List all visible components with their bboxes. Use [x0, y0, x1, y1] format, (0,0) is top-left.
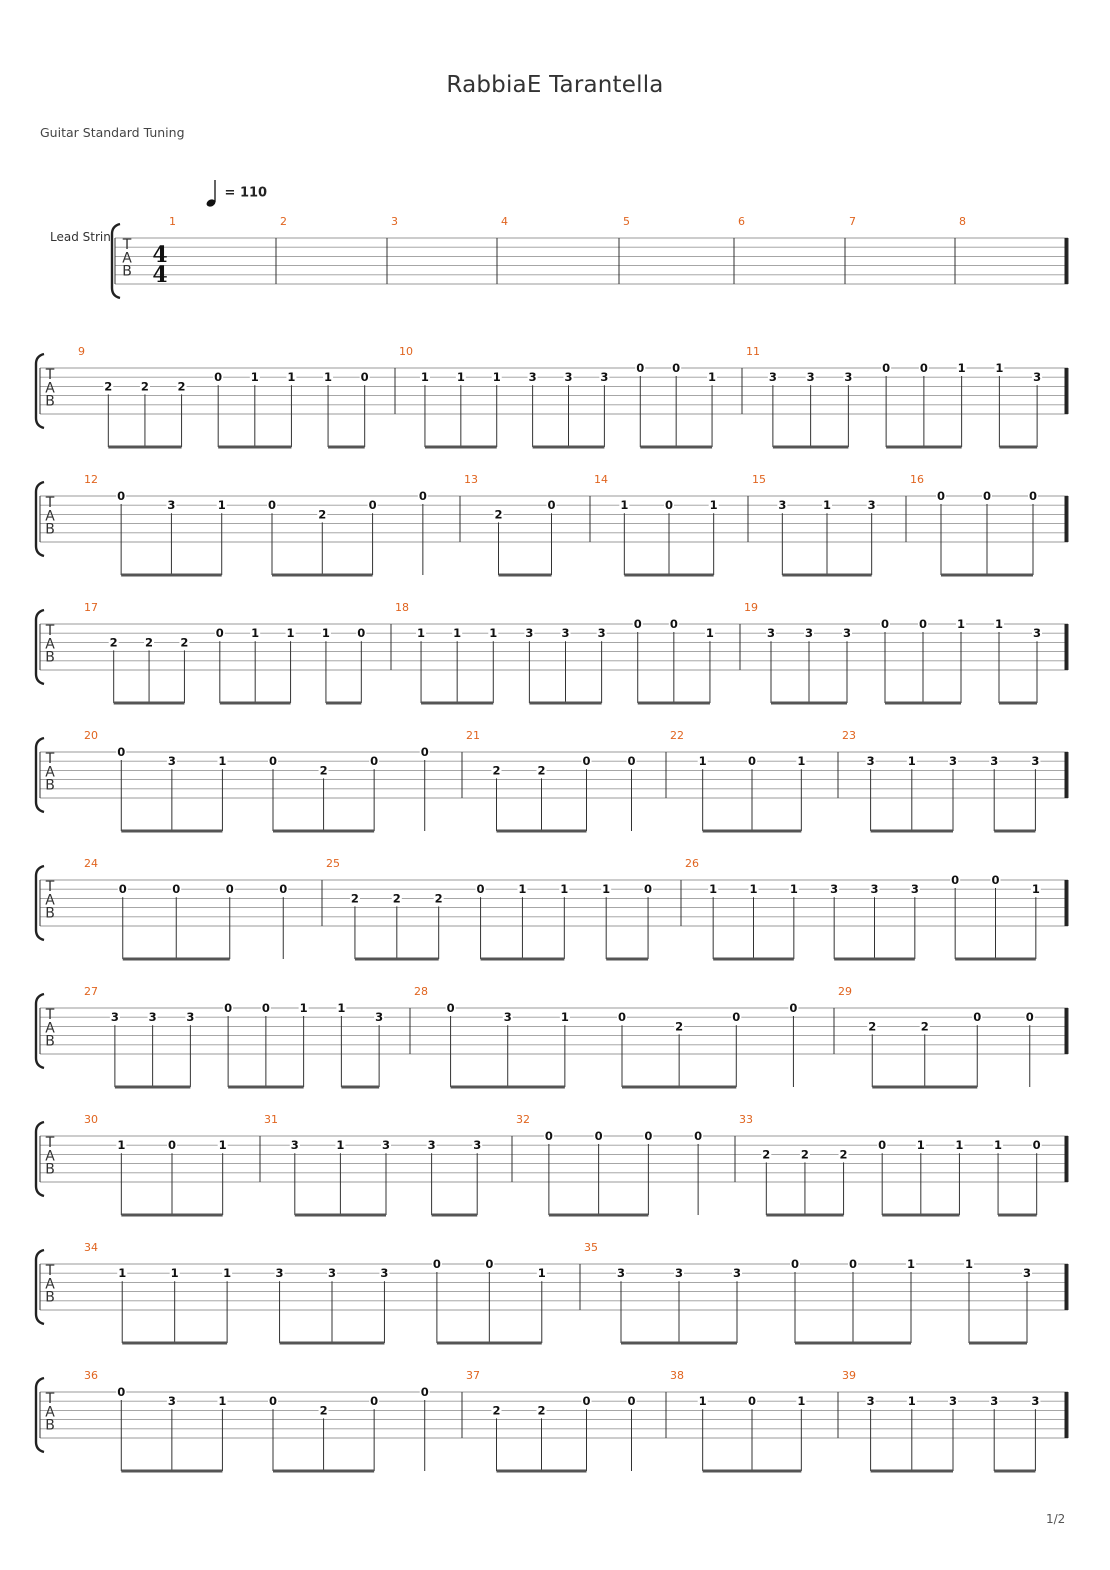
measure-number: 13 — [464, 473, 478, 486]
fret-number: 2 — [920, 1019, 929, 1034]
fret-number: 3 — [1033, 370, 1042, 385]
measure-number: 12 — [84, 473, 98, 486]
fret-number: 3 — [766, 626, 776, 641]
fret-number: 1 — [336, 1138, 345, 1153]
fret-number: 0 — [644, 1129, 653, 1143]
tab-letter: A — [45, 1404, 55, 1421]
tab-system — [36, 601, 1068, 703]
fret-number: 0 — [420, 1385, 429, 1399]
tab-system — [36, 345, 1068, 447]
fret-number: 1 — [620, 498, 629, 513]
fret-number: 0 — [268, 754, 278, 769]
fret-number: 1 — [299, 1001, 308, 1015]
fret-number: 2 — [177, 379, 186, 394]
fret-number: 1 — [907, 1394, 916, 1409]
fret-number: 3 — [806, 370, 815, 385]
tab-letter: A — [45, 1148, 55, 1165]
fret-number: 3 — [503, 1010, 512, 1025]
tab-letter: B — [45, 649, 55, 666]
fret-number: 0 — [694, 1129, 703, 1143]
fret-number: 3 — [948, 754, 958, 769]
fret-number: 0 — [547, 498, 556, 513]
fret-number: 1 — [417, 626, 426, 641]
fret-number: 0 — [214, 370, 223, 385]
measure-number: 39 — [842, 1369, 856, 1382]
fret-number: 1 — [286, 626, 295, 641]
fret-number: 2 — [839, 1147, 848, 1162]
tab-letter: A — [45, 508, 55, 525]
measure-number: 38 — [670, 1369, 684, 1382]
fret-number: 2 — [180, 635, 189, 650]
tab-letter: A — [45, 1020, 55, 1037]
fret-number: 3 — [1022, 1266, 1032, 1281]
measure-number: 29 — [838, 985, 852, 998]
fret-number: 3 — [597, 626, 606, 641]
fret-number: 2 — [350, 891, 359, 906]
measure-number: 4 — [501, 215, 508, 228]
measure-number: 9 — [78, 345, 85, 358]
fret-number: 0 — [261, 1001, 270, 1015]
fret-number: 3 — [866, 754, 875, 769]
measure-number: 21 — [466, 729, 480, 742]
fret-number: 0 — [476, 882, 485, 897]
tab-letter: A — [122, 250, 132, 267]
fret-number: 0 — [118, 882, 127, 897]
measure-number: 28 — [414, 985, 428, 998]
fret-number: 0 — [172, 882, 181, 897]
fret-number: 2 — [492, 1403, 501, 1418]
fret-number: 1 — [217, 498, 226, 513]
fret-number: 1 — [956, 617, 966, 631]
tab-system — [36, 473, 1068, 575]
tempo-value: = 110 — [224, 185, 268, 201]
fret-number: 0 — [418, 489, 427, 503]
time-signature-denominator: 4 — [152, 262, 168, 288]
fret-number: 1 — [170, 1266, 179, 1281]
tab-letter: B — [45, 521, 55, 538]
score-title: RabbiaE Tarantella — [446, 72, 664, 98]
fret-number: 3 — [990, 754, 999, 769]
fret-number: 3 — [525, 626, 534, 641]
fret-number: 0 — [848, 1257, 858, 1271]
fret-number: 1 — [456, 370, 465, 385]
tab-letter: T — [45, 1391, 55, 1407]
fret-number: 3 — [148, 1010, 157, 1025]
fret-number: 1 — [492, 370, 501, 385]
fret-number: 0 — [485, 1257, 494, 1271]
fret-number: 3 — [473, 1138, 482, 1153]
fret-number: 0 — [279, 882, 288, 897]
measure-number: 30 — [84, 1113, 98, 1126]
fret-number: 1 — [698, 1394, 707, 1409]
tab-system — [36, 857, 1068, 959]
fret-number: 0 — [117, 489, 126, 503]
fret-number: 2 — [492, 763, 501, 778]
fret-number: 0 — [669, 617, 678, 631]
fret-number: 0 — [225, 882, 234, 897]
fret-number: 0 — [420, 745, 429, 759]
fret-number: 1 — [964, 1257, 974, 1271]
fret-number: 3 — [870, 882, 879, 897]
fret-number: 3 — [1031, 1394, 1040, 1409]
fret-number: 0 — [882, 361, 891, 375]
fret-number: 0 — [267, 498, 277, 513]
fret-number: 0 — [1032, 1138, 1041, 1153]
time-signature-numerator: 4 — [152, 242, 168, 268]
fret-number: 2 — [318, 507, 327, 522]
fret-number: 0 — [594, 1129, 603, 1143]
tab-letter: T — [45, 495, 55, 511]
fret-number: 1 — [705, 626, 714, 641]
measure-number: 1 — [169, 215, 176, 228]
fret-number: 3 — [732, 1266, 742, 1281]
fret-number: 2 — [537, 1403, 546, 1418]
fret-number: 3 — [830, 882, 839, 897]
tab-letter: T — [45, 1135, 55, 1151]
fret-number: 1 — [709, 498, 718, 513]
tab-letter: T — [45, 1263, 55, 1279]
fret-number: 1 — [955, 1138, 964, 1153]
fret-number: 1 — [287, 370, 296, 385]
fret-number: 0 — [747, 754, 757, 769]
tab-letter: T — [45, 623, 55, 639]
fret-number: 3 — [380, 1266, 389, 1281]
measure-number: 16 — [910, 473, 924, 486]
tab-letter: B — [45, 1033, 55, 1050]
fret-number: 0 — [664, 498, 674, 513]
fret-number: 1 — [797, 1394, 806, 1409]
fret-number: 1 — [708, 370, 717, 385]
measure-number: 6 — [738, 215, 745, 228]
measure-number: 26 — [685, 857, 699, 870]
fret-number: 3 — [167, 1394, 176, 1409]
fret-number: 1 — [1031, 882, 1040, 897]
fret-number: 3 — [110, 1010, 119, 1025]
fret-number: 1 — [698, 754, 707, 769]
fret-number: 3 — [561, 626, 570, 641]
measure-number: 2 — [280, 215, 287, 228]
tab-system — [36, 985, 1068, 1087]
fret-number: 2 — [392, 891, 401, 906]
tab-letter: A — [45, 764, 55, 781]
fret-number: 0 — [117, 1385, 126, 1399]
fret-number: 2 — [494, 507, 503, 522]
fret-number: 0 — [636, 361, 645, 375]
measure-number: 33 — [739, 1113, 753, 1126]
tab-letter: B — [45, 1417, 55, 1434]
fret-number: 3 — [948, 1394, 958, 1409]
fret-number: 1 — [916, 1138, 925, 1153]
measure-number: 14 — [594, 473, 608, 486]
measure-number: 10 — [399, 345, 413, 358]
fret-number: 1 — [453, 626, 462, 641]
tab-letter: A — [45, 636, 55, 653]
tab-system — [36, 729, 1068, 831]
fret-number: 1 — [560, 1010, 569, 1025]
measure-number: 34 — [84, 1241, 98, 1254]
fret-number: 2 — [319, 763, 328, 778]
fret-number: 2 — [675, 1019, 684, 1034]
fret-number: 3 — [564, 370, 573, 385]
fret-number: 1 — [324, 370, 333, 385]
tab-letter: T — [122, 237, 132, 253]
measure-number: 35 — [584, 1241, 598, 1254]
fret-number: 1 — [218, 1394, 227, 1409]
fret-number: 3 — [600, 370, 609, 385]
fret-number: 1 — [223, 1266, 232, 1281]
tab-letter: T — [45, 1007, 55, 1023]
fret-number: 3 — [866, 1394, 875, 1409]
measure-number: 11 — [746, 345, 760, 358]
tab-letter: T — [45, 751, 55, 767]
fret-number: 0 — [617, 1010, 627, 1025]
tab-letter: B — [45, 777, 55, 794]
fret-number: 0 — [918, 617, 928, 631]
fret-number: 1 — [560, 882, 569, 897]
fret-number: 0 — [919, 361, 928, 375]
tab-system — [36, 1369, 1068, 1471]
fret-number: 1 — [797, 754, 806, 769]
measure-number: 20 — [84, 729, 98, 742]
fret-number: 1 — [749, 882, 758, 897]
fret-number: 3 — [910, 882, 919, 897]
measure-number: 24 — [84, 857, 98, 870]
fret-number: 2 — [109, 635, 118, 650]
track-name: Lead Strin — [50, 230, 111, 244]
fret-number: 3 — [768, 370, 777, 385]
fret-number: 3 — [1031, 754, 1040, 769]
fret-number: 0 — [644, 882, 653, 897]
tab-system — [36, 1113, 1068, 1215]
fret-number: 0 — [368, 498, 377, 513]
fret-number: 0 — [117, 745, 126, 759]
fret-number: 0 — [672, 361, 681, 375]
fret-number: 0 — [1028, 489, 1038, 503]
fret-number: 0 — [936, 489, 946, 503]
fret-number: 0 — [582, 754, 591, 769]
fret-number: 0 — [167, 1138, 177, 1153]
measure-number: 18 — [395, 601, 409, 614]
fret-number: 3 — [867, 498, 876, 513]
measure-number: 32 — [516, 1113, 530, 1126]
fret-number: 1 — [822, 498, 832, 513]
fret-number: 2 — [319, 1403, 328, 1418]
fret-number: 3 — [842, 626, 852, 641]
tab-letter: B — [122, 263, 132, 280]
tab-letter: A — [45, 1276, 55, 1293]
fret-number: 1 — [321, 626, 330, 641]
fret-number: 1 — [518, 882, 527, 897]
fret-number: 0 — [370, 754, 379, 769]
tab-letter: B — [45, 905, 55, 922]
fret-number: 2 — [104, 379, 113, 394]
fret-number: 1 — [420, 370, 429, 385]
fret-number: 3 — [1032, 626, 1042, 641]
fret-number: 3 — [290, 1138, 299, 1153]
fret-number: 3 — [616, 1266, 626, 1281]
fret-number: 3 — [427, 1138, 436, 1153]
fret-number: 0 — [880, 617, 890, 631]
fret-number: 0 — [951, 873, 960, 887]
tab-system — [36, 1241, 1068, 1343]
fret-number: 0 — [973, 1010, 982, 1025]
fret-number: 3 — [375, 1010, 384, 1025]
tuning-label: Guitar Standard Tuning — [40, 125, 185, 140]
fret-number: 0 — [215, 626, 224, 641]
fret-number: 0 — [633, 617, 642, 631]
system-bracket — [112, 224, 120, 298]
fret-number: 3 — [186, 1010, 195, 1025]
fret-number: 2 — [868, 1019, 877, 1034]
measure-number: 25 — [326, 857, 340, 870]
measure-number: 7 — [849, 215, 856, 228]
measure-number: 5 — [623, 215, 630, 228]
tab-letter: A — [45, 380, 55, 397]
fret-number: 1 — [907, 754, 916, 769]
fret-number: 1 — [957, 361, 966, 375]
fret-number: 0 — [544, 1129, 553, 1143]
fret-number: 3 — [327, 1266, 337, 1281]
fret-number: 0 — [582, 1394, 591, 1409]
fret-number: 3 — [167, 754, 176, 769]
fret-number: 0 — [224, 1001, 233, 1015]
fret-number: 1 — [250, 370, 259, 385]
fret-number: 0 — [1025, 1010, 1034, 1025]
fret-number: 0 — [878, 1138, 887, 1153]
fret-number: 1 — [118, 1266, 127, 1281]
fret-number: 1 — [251, 626, 260, 641]
fret-number: 0 — [360, 370, 369, 385]
fret-number: 1 — [117, 1138, 126, 1153]
fret-number: 3 — [804, 626, 814, 641]
measure-number: 17 — [84, 601, 98, 614]
fret-number: 1 — [709, 882, 718, 897]
page-number: 1/2 — [1046, 1512, 1066, 1526]
fret-number: 2 — [537, 763, 546, 778]
fret-number: 1 — [994, 617, 1004, 631]
fret-number: 3 — [381, 1138, 391, 1153]
fret-number: 0 — [627, 1394, 636, 1409]
fret-number: 2 — [762, 1147, 771, 1162]
fret-number: 0 — [370, 1394, 379, 1409]
tab-letter: B — [45, 1289, 55, 1306]
fret-number: 1 — [994, 1138, 1003, 1153]
fret-number: 0 — [991, 873, 1000, 887]
fret-number: 2 — [800, 1147, 809, 1162]
fret-number: 1 — [906, 1257, 916, 1271]
fret-number: 0 — [747, 1394, 757, 1409]
fret-number: 0 — [627, 754, 636, 769]
fret-number: 3 — [778, 498, 787, 513]
tab-letter: A — [45, 892, 55, 909]
fret-number: 0 — [789, 1001, 798, 1015]
tab-letter: T — [45, 879, 55, 895]
fret-number: 1 — [218, 754, 227, 769]
fret-number: 1 — [602, 882, 611, 897]
fret-number: 1 — [789, 882, 798, 897]
fret-number: 3 — [844, 370, 853, 385]
fret-number: 2 — [140, 379, 149, 394]
fret-number: 0 — [982, 489, 992, 503]
fret-number: 1 — [537, 1266, 546, 1281]
tab-letter: B — [45, 1161, 55, 1178]
measure-number: 37 — [466, 1369, 480, 1382]
measure-number: 31 — [264, 1113, 278, 1126]
fret-number: 3 — [990, 1394, 999, 1409]
tab-letter: B — [45, 393, 55, 410]
fret-number: 2 — [434, 891, 443, 906]
fret-number: 0 — [357, 626, 366, 641]
measure-number: 3 — [391, 215, 398, 228]
fret-number: 0 — [790, 1257, 800, 1271]
fret-number: 0 — [432, 1257, 441, 1271]
fret-number: 3 — [674, 1266, 684, 1281]
fret-number: 1 — [218, 1138, 227, 1153]
fret-number: 1 — [337, 1001, 346, 1015]
measure-number: 8 — [959, 215, 966, 228]
fret-number: 0 — [268, 1394, 278, 1409]
fret-number: 1 — [995, 361, 1004, 375]
fret-number: 3 — [275, 1266, 284, 1281]
fret-number: 2 — [145, 635, 154, 650]
fret-number: 3 — [528, 370, 537, 385]
fret-number: 0 — [446, 1001, 455, 1015]
measure-number: 15 — [752, 473, 766, 486]
measure-number: 36 — [84, 1369, 98, 1382]
fret-number: 1 — [489, 626, 498, 641]
fret-number: 0 — [732, 1010, 741, 1025]
measure-number: 27 — [84, 985, 98, 998]
tab-letter: T — [45, 367, 55, 383]
measure-number: 19 — [744, 601, 758, 614]
measure-number: 22 — [670, 729, 684, 742]
fret-number: 3 — [167, 498, 176, 513]
tab-system — [112, 215, 1068, 298]
measure-number: 23 — [842, 729, 856, 742]
